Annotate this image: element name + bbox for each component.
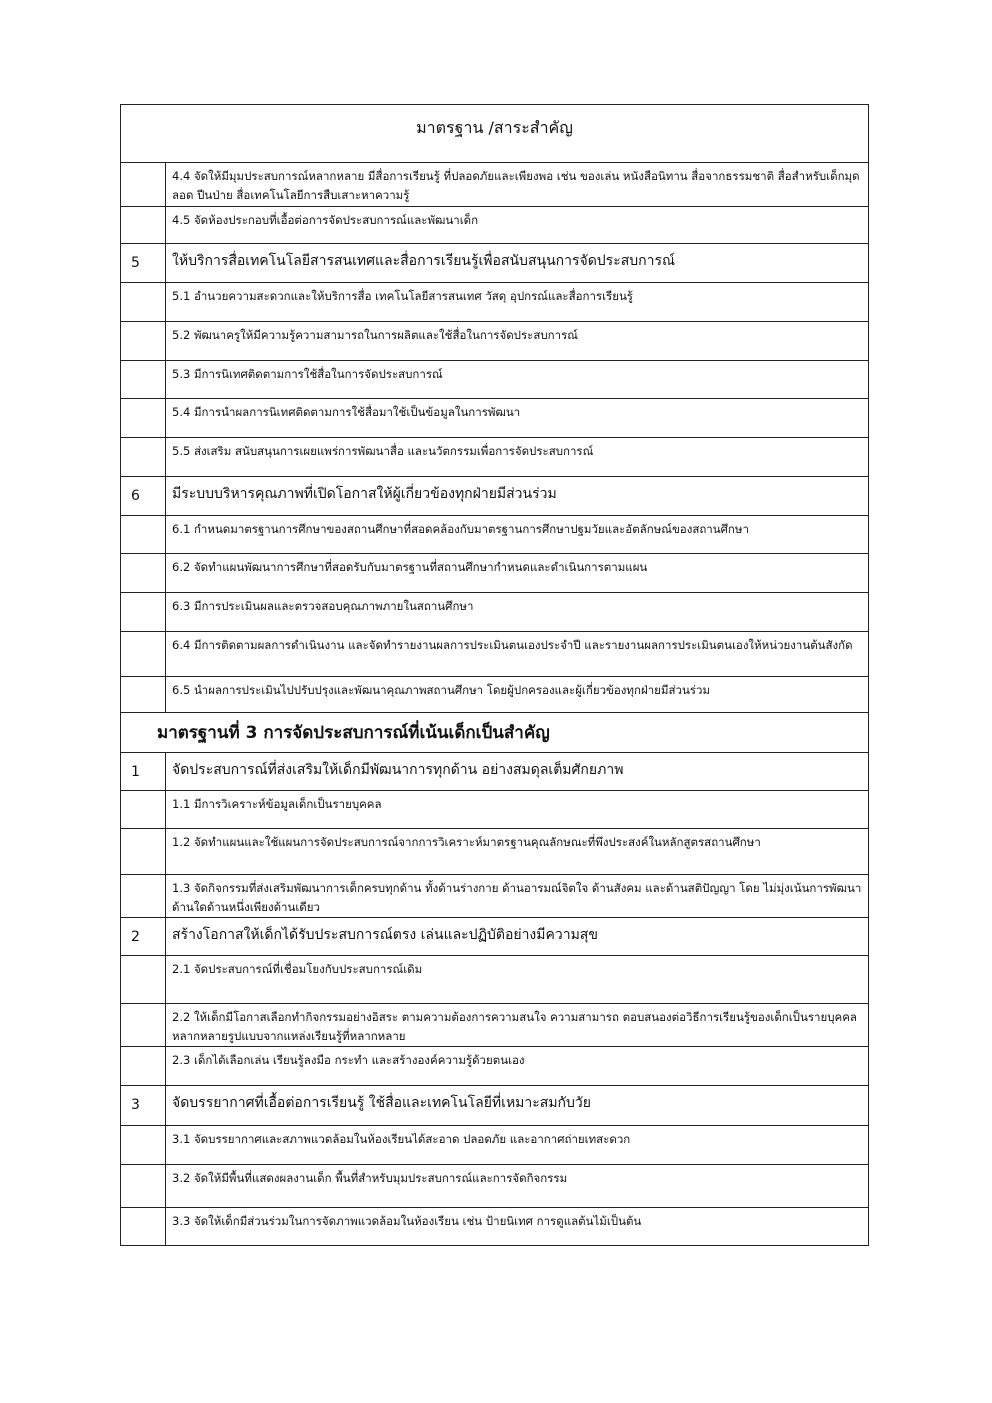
sub-indicator-row (121, 677, 869, 713)
row-number (121, 1165, 165, 1176)
row-number (121, 361, 165, 372)
row-number-cell (121, 244, 166, 283)
row-number-cell (121, 593, 166, 632)
sub-indicator-text: 5.4 มีการนำผลการนิเทศติดตามการใช้สื่อมาใช้เป็นข้อมูลในการพัฒนา (172, 405, 521, 419)
sub-indicator-text: 1.2 จัดทำแผนและใช้แผนการจัดประสบการณ์จากการวิเคราะห์มาตรฐานคุณลักษณะที่พึงประสงค์ในหลักสูตรสถานศึกษา (172, 835, 761, 849)
row-number-cell (121, 956, 166, 1004)
row-number-cell (121, 283, 166, 322)
sub-indicator-row (121, 399, 869, 438)
standards-table (120, 104, 869, 1246)
row-number (121, 554, 165, 565)
indicator-text: สร้างโอกาสให้เด็กได้รับประสบการณ์ตรง เล่นและปฏิบัติอย่างมีความสุข (172, 927, 598, 943)
row-text-cell (166, 1047, 869, 1086)
row-number-cell (121, 1047, 166, 1086)
row-text-cell (166, 753, 869, 791)
sub-indicator-row (121, 1047, 869, 1086)
row-number-cell (121, 1086, 166, 1126)
row-text-cell (166, 829, 869, 875)
sub-indicator-text: 4.5 จัดห้องประกอบที่เอื้อต่อการจัดประสบการณ์และพัฒนาเด็ก (172, 213, 479, 227)
row-text-cell (166, 438, 869, 477)
row-number-cell (121, 1165, 166, 1208)
row-number: 5 (131, 255, 140, 271)
row-number-cell (121, 677, 166, 713)
row-number (121, 1047, 165, 1058)
row-number (121, 956, 165, 967)
sub-indicator-row (121, 632, 869, 677)
table-title-cell (121, 105, 869, 163)
standard-heading: มาตรฐานที่ 3 การจัดประสบการณ์ที่เน้นเด็กเป็นสำคัญ (157, 723, 550, 743)
sub-indicator-text: 4.4 จัดให้มีมุมประสบการณ์หลากหลาย มีสื่อการเรียนรู้ ที่ปลอดภัยและเพียงพอ เช่น ของเล่น หนังสือนิทาน สื่อจากธรรมชาติ สื่อสำหรับเด็กมุดลอด ปีนป่าย สื่อเทคโนโลยีการสืบเสาะหาความรู้ (172, 169, 860, 202)
row-number-cell (121, 399, 166, 438)
sub-indicator-text: 6.2 จัดทำแผนพัฒนาการศึกษาที่สอดรับกับมาตรฐานที่สถานศึกษากำหนดและดำเนินการตามแผน (172, 560, 648, 574)
row-number (121, 1004, 165, 1015)
row-number (121, 399, 165, 410)
sub-indicator-row (121, 554, 869, 593)
sub-indicator-text: 3.2 จัดให้มีพื้นที่แสดงผลงานเด็ก พื้นที่สำหรับมุมประสบการณ์และการจัดกิจกรรม (172, 1171, 568, 1185)
row-number-cell (121, 361, 166, 399)
row-text-cell (166, 875, 869, 918)
sub-indicator-row (121, 875, 869, 918)
sub-indicator-row (121, 283, 869, 322)
row-number (121, 163, 165, 174)
row-text-cell (166, 283, 869, 322)
sub-indicator-row (121, 438, 869, 477)
row-number (121, 677, 165, 688)
row-text-cell (166, 632, 869, 677)
sub-indicator-row (121, 207, 869, 244)
row-text-cell (166, 1165, 869, 1208)
sub-indicator-text: 5.3 มีการนิเทศติดตามการใช้สื่อในการจัดประสบการณ์ (172, 367, 443, 381)
sub-indicator-text: 1.1 มีการวิเคราะห์ข้อมูลเด็กเป็นรายบุคคล (172, 797, 382, 811)
row-number (121, 1126, 165, 1137)
row-number (121, 283, 165, 294)
sub-indicator-row (121, 1126, 869, 1165)
row-number-cell (121, 632, 166, 677)
row-number-cell (121, 554, 166, 593)
row-text-cell (166, 399, 869, 438)
row-number-cell (121, 791, 166, 829)
row-number: 2 (131, 929, 140, 945)
row-text-cell (166, 1208, 869, 1246)
indicator-text: จัดประสบการณ์ที่ส่งเสริมให้เด็กมีพัฒนาการทุกด้าน อย่างสมดุลเต็มศักยภาพ (172, 762, 624, 778)
row-number (121, 593, 165, 604)
sub-indicator-row (121, 593, 869, 632)
sub-indicator-row (121, 829, 869, 875)
row-number-cell (121, 163, 166, 207)
row-number-cell (121, 516, 166, 554)
sub-indicator-row (121, 1208, 869, 1246)
indicator-row (121, 753, 869, 791)
sub-indicator-text: 6.5 นำผลการประเมินไปปรับปรุงและพัฒนาคุณภาพสถานศึกษา โดยผู้ปกครองและผู้เกี่ยวข้องทุกฝ่ายมีส่วนร่วม (172, 683, 711, 697)
sub-indicator-row (121, 163, 869, 207)
sub-indicator-row (121, 322, 869, 361)
sub-indicator-text: 5.2 พัฒนาครูให้มีความรู้ความสามารถในการผลิตและใช้สื่อในการจัดประสบการณ์ (172, 328, 578, 342)
row-number (121, 438, 165, 449)
indicator-row (121, 918, 869, 956)
row-number-cell (121, 753, 166, 791)
sub-indicator-text: 2.3 เด็กได้เลือกเล่น เรียนรู้ลงมือ กระทำ และสร้างองค์ความรู้ด้วยตนเอง (172, 1053, 525, 1067)
row-number (121, 791, 165, 802)
row-text-cell (166, 244, 869, 283)
row-number-cell (121, 1208, 166, 1246)
indicator-row (121, 1086, 869, 1126)
indicator-text: ให้บริการสื่อเทคโนโลยีสารสนเทศและสื่อการเรียนรู้เพื่อสนับสนุนการจัดประสบการณ์ (172, 253, 675, 269)
row-number-cell (121, 829, 166, 875)
row-text-cell (166, 207, 869, 244)
sub-indicator-row (121, 1004, 869, 1047)
row-text-cell (166, 593, 869, 632)
table-title: มาตรฐาน /สาระสำคัญ (416, 118, 573, 137)
row-number (121, 1208, 165, 1219)
row-text-cell (166, 322, 869, 361)
row-text-cell (166, 361, 869, 399)
sub-indicator-row (121, 791, 869, 829)
sub-indicator-text: 1.3 จัดกิจกรรมที่ส่งเสริมพัฒนาการเด็กครบทุกด้าน ทั้งด้านร่างกาย ด้านอารมณ์จิตใจ ด้านสังคม และด้านสติปัญญา โดย ไม่มุ่งเน้นการพัฒนาด้านใดด้านหนึ่งเพียงด้านเดียว (172, 881, 862, 914)
standard-heading-row (121, 713, 869, 753)
row-number (121, 875, 165, 886)
row-number: 6 (131, 488, 140, 504)
row-number-cell (121, 918, 166, 956)
row-text-cell (166, 956, 869, 1004)
row-text-cell (166, 163, 869, 207)
indicator-row (121, 477, 869, 516)
row-number-cell (121, 1004, 166, 1047)
sub-indicator-text: 3.1 จัดบรรยากาศและสภาพแวดล้อมในห้องเรียนได้สะอาด ปลอดภัย และอากาศถ่ายเทสะดวก (172, 1132, 631, 1146)
indicator-text: มีระบบบริหารคุณภาพที่เปิดโอกาสให้ผู้เกี่ยวข้องทุกฝ่ายมีส่วนร่วม (172, 486, 557, 502)
row-text-cell (166, 918, 869, 956)
sub-indicator-text: 6.4 มีการติดตามผลการดำเนินงาน และจัดทำรายงานผลการประเมินตนเองประจำปี และรายงานผลการประเมินตนเองให้หน่วยงานต้นสังกัด (172, 638, 853, 652)
row-number-cell (121, 875, 166, 918)
sub-indicator-row (121, 361, 869, 399)
row-number: 3 (131, 1097, 140, 1113)
sub-indicator-text: 5.1 อำนวยความสะดวกและให้บริการสื่อ เทคโนโลยีสารสนเทศ วัสดุ อุปกรณ์และสื่อการเรียนรู้ (172, 289, 633, 303)
row-number: 1 (131, 764, 140, 780)
row-text-cell (166, 677, 869, 713)
row-number (121, 829, 165, 840)
row-text-cell (166, 477, 869, 516)
row-number (121, 632, 165, 643)
row-text-cell (166, 791, 869, 829)
row-number-cell (121, 477, 166, 516)
standard-heading-cell (121, 713, 869, 753)
sub-indicator-text: 6.1 กำหนดมาตรฐานการศึกษาของสถานศึกษาที่สอดคล้องกับมาตรฐานการศึกษาปฐมวัยและอัตลักษณ์ของสถานศึกษา (172, 522, 749, 536)
sub-indicator-row (121, 516, 869, 554)
sub-indicator-text: 2.1 จัดประสบการณ์ที่เชื่อมโยงกับประสบการณ์เดิม (172, 962, 423, 976)
row-number-cell (121, 1126, 166, 1165)
row-number (121, 516, 165, 527)
row-number-cell (121, 438, 166, 477)
sub-indicator-text: 2.2 ให้เด็กมีโอกาสเลือกทำกิจกรรมอย่างอิสระ ตามความต้องการความสนใจ ความสามารถ ตอบสนองต่อวิธีการเรียนรู้ของเด็กเป็นรายบุคคล หลากหลายรูปแบบจากแหล่งเรียนรู้ที่หลากหลาย (172, 1010, 857, 1043)
row-number-cell (121, 322, 166, 361)
sub-indicator-text: 6.3 มีการประเมินผลและตรวจสอบคุณภาพภายในสถานศึกษา (172, 599, 474, 613)
sub-indicator-text: 3.3 จัดให้เด็กมีส่วนร่วมในการจัดภาพแวดล้อมในห้องเรียน เช่น ป้ายนิเทศ การดูแลต้นไม้เป็นต้น (172, 1214, 642, 1228)
indicator-text: จัดบรรยากาศที่เอื้อต่อการเรียนรู้ ใช้สื่อและเทคโนโลยีที่เหมาะสมกับวัย (172, 1095, 591, 1111)
row-text-cell (166, 554, 869, 593)
row-text-cell (166, 1126, 869, 1165)
sub-indicator-row (121, 956, 869, 1004)
sub-indicator-row (121, 1165, 869, 1208)
row-text-cell (166, 1004, 869, 1047)
row-number-cell (121, 207, 166, 244)
row-text-cell (166, 1086, 869, 1126)
row-number (121, 207, 165, 218)
table-title-row (121, 105, 869, 163)
row-number (121, 322, 165, 333)
row-text-cell (166, 516, 869, 554)
sub-indicator-text: 5.5 ส่งเสริม สนับสนุนการเผยแพร่การพัฒนาสื่อ และนวัตกรรมเพื่อการจัดประสบการณ์ (172, 444, 594, 458)
indicator-row (121, 244, 869, 283)
